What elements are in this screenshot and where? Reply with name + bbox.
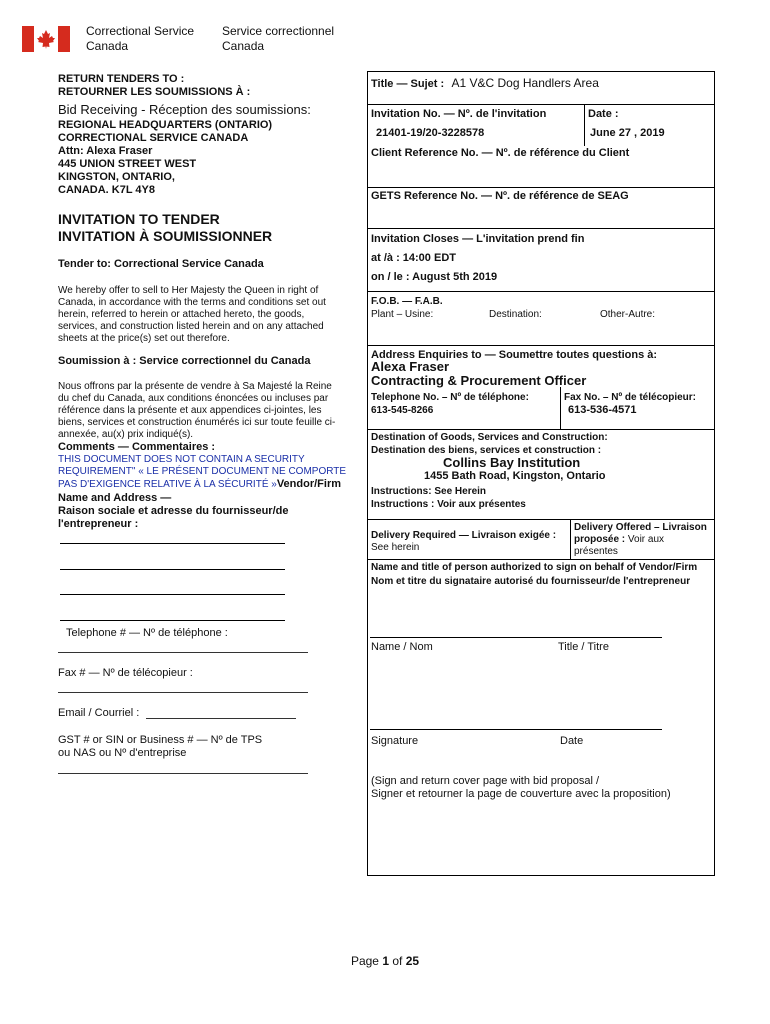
address-line: REGIONAL HEADQUARTERS (ONTARIO) [58,119,273,131]
return-address [58,119,272,197]
contact-title: Contracting & Procurement Officer [371,373,587,388]
gst-field[interactable] [58,773,308,774]
address-line: KINGSTON, ONTARIO, [58,171,175,183]
security-vendor-line [58,478,346,491]
canada-flag-icon [22,26,70,52]
offer-text-en [58,285,326,345]
soumission-heading: Soumission à : Service correctionnel du Canada [58,355,311,367]
org-name-en-line1: Correctional Service [86,24,195,38]
address-line: Attn: Alexa Fraser [58,145,153,157]
bid-receiving: Bid Receiving - Réception des soumissions: [58,102,311,117]
fax-no-value: 613-536-4571 [568,404,637,416]
date-value: June 27 , 2019 [590,127,665,139]
instructions-fr: Instructions : Voir aux présentes [371,499,526,510]
vendor-address-line-2[interactable] [60,569,285,570]
destination-goods-en: Destination of Goods, Services and Construction: [371,432,608,443]
delivery-offered-value: Voir aux [625,534,665,545]
invitation-heading-fr: INVITATION À SOUMISSIONNER [58,228,273,244]
fax-field[interactable] [58,692,308,693]
telephone-label: Telephone # — Nº de téléphone : [66,627,228,639]
org-name-fr-line1: Service correctionnel [222,24,335,38]
client-reference-label: Client Reference No. — Nº. de référence du Client [371,147,630,159]
instructions-en: Instructions: See Herein [371,486,487,497]
offer-line: biens, services et construction énumérés ici sur toute feuille ci- [58,417,336,428]
other-label: Other-Autre: [600,309,656,320]
offer-line: herein, referred to herein or attached hereto, the goods, [58,309,305,320]
plant-label: Plant – Usine: [371,309,434,320]
page-total: 25 [405,954,420,968]
delivery-offered [574,522,707,558]
invitation-no-value: 21401-19/20-3228578 [376,127,485,139]
vendor-address-line-4[interactable] [60,620,285,621]
date-label: Date : [588,108,619,120]
signature-label: Signature [371,735,419,747]
page-of: of [389,954,406,968]
delivery-offered-label: proposée : [574,534,626,545]
name-title-field[interactable] [370,637,662,638]
return-instructions-en: (Sign and return cover page with bid proposal / [371,775,600,787]
return-instructions [371,775,671,801]
fax-no-label: Fax No. – Nº de télécopieur: [564,392,697,403]
closes-date: on / le : August 5th 2019 [371,271,498,283]
telephone-no-value: 613-545-8266 [371,405,434,416]
delivery-offered-label: Delivery Offered – Livraison [574,522,707,533]
email-field[interactable] [146,718,296,719]
offer-line: We hereby offer to sell to Her Majesty the Queen in right of [58,285,319,296]
telephone-field[interactable] [58,652,308,653]
vendor-label: Raison sociale et adresse du fournisseur/de [58,505,289,517]
tender-to: Tender to: Correctional Service Canada [58,258,264,270]
address-line: CANADA. K7L 4Y8 [58,184,155,196]
offer-line: sheets at the price(s) set out therefore. [58,333,230,344]
closes-label: Invitation Closes — L'invitation prend fin [371,233,585,245]
return-tenders-fr: RETOURNER LES SOUMISSIONS À : [58,86,251,98]
address-line: CORRECTIONAL SERVICE CANADA [58,132,249,144]
security-line: PAS D'EXIGENCE RELATIVE À LA SÉCURITÉ » [58,479,277,490]
return-tenders-heading [58,73,250,99]
delivery-required-label: Delivery Required — Livraison exigée : [371,530,557,541]
invitation-heading [58,211,272,245]
return-instructions-fr: Signer et retourner la page de couverture avec la proposition) [371,788,671,800]
page-number [0,954,770,968]
gets-reference-label: GETS Reference No. — Nº. de référence de SEAG [371,190,629,202]
closes-time: at /à : 14:00 EDT [371,252,456,264]
title-field [371,76,599,91]
gst-label-line: GST # or SIN or Business # — Nº de TPS [58,734,263,746]
invitation-heading-en: INVITATION TO TENDER [58,211,220,227]
signature-date-label: Date [560,735,584,747]
contact [371,360,586,388]
vendor-label: l'entrepreneur : [58,518,139,530]
offer-line: annexée, au(x) prix indiqué(s). [58,429,194,440]
enquiries-label: Address Enquiries to — Soumettre toutes questions à: [371,349,658,361]
security-line: REQUIREMENT" « LE PRÉSENT DOCUMENT NE COMPORTE [58,466,347,477]
destination-address: 1455 Bath Road, Kingston, Ontario [424,470,606,482]
offer-line: Canada, in accordance with the terms and conditions set out [58,297,326,308]
fax-label: Fax # — Nº de télécopieur : [58,667,193,679]
signer-heading-fr: Nom et titre du signataire autorisé du fournisseur/de l'entrepreneur [371,576,691,587]
vendor-label: Vendor/Firm [276,478,342,490]
vendor-heading [58,492,288,531]
gst-label-line: ou NAS ou Nº d'entreprise [58,747,187,759]
fob-label: F.O.B. — F.A.B. [371,296,443,307]
destination-label: Destination: [489,309,542,320]
contact-name: Alexa Fraser [371,359,450,374]
offer-line: référence dans la présente et aux appendices ci-jointes, les [58,405,322,416]
destination-goods-fr: Destination des biens, services et construction : [371,445,602,456]
signature-field[interactable] [370,729,662,730]
org-name-en [86,24,194,54]
security-line: THIS DOCUMENT DOES NOT CONTAIN A SECURITY [58,454,305,465]
offer-line: services, and construction listed herein and on any attached [58,321,324,332]
invitation-no-label: Invitation No. — Nº. de l'invitation [371,108,547,120]
org-name-en-line2: Canada [86,39,129,53]
gst-label [58,734,262,760]
org-name-fr-line2: Canada [222,39,265,53]
vendor-address-line-1[interactable] [60,543,285,544]
destination-name: Collins Bay Institution [443,455,581,470]
email-label: Email / Courriel : [58,707,140,719]
offer-text-fr [58,381,335,441]
offer-line: Nous offrons par la présente de vendre à Sa Majesté la Reine [58,381,332,392]
title-label: Title / Titre [558,641,609,653]
delivery-required-value: See herein [371,542,420,553]
return-tenders-en: RETURN TENDERS TO : [58,73,185,85]
vendor-label: Name and Address — [58,492,172,504]
page-current: 1 [382,954,389,968]
page-prefix: Page [350,954,383,968]
signer-heading [371,562,697,588]
telephone-no-label: Telephone No. – Nº de téléphone: [371,392,529,403]
name-label: Name / Nom [371,641,433,653]
org-name-fr [222,24,334,54]
address-line: 445 UNION STREET WEST [58,158,197,170]
delivery-offered-value: présentes [574,546,618,557]
security-notice [58,454,346,491]
offer-line: du chef du Canada, aux conditions énoncées ou incluses par [58,393,329,404]
comments-heading: Comments — Commentaires : [58,441,216,453]
closing-info [371,233,584,284]
title-label: Title — Sujet : [371,78,445,90]
signer-heading-en: Name and title of person authorized to sign on behalf of Vendor/Firm [371,562,698,573]
vendor-address-line-3[interactable] [60,594,285,595]
title-value: A1 V&C Dog Handlers Area [451,76,599,90]
